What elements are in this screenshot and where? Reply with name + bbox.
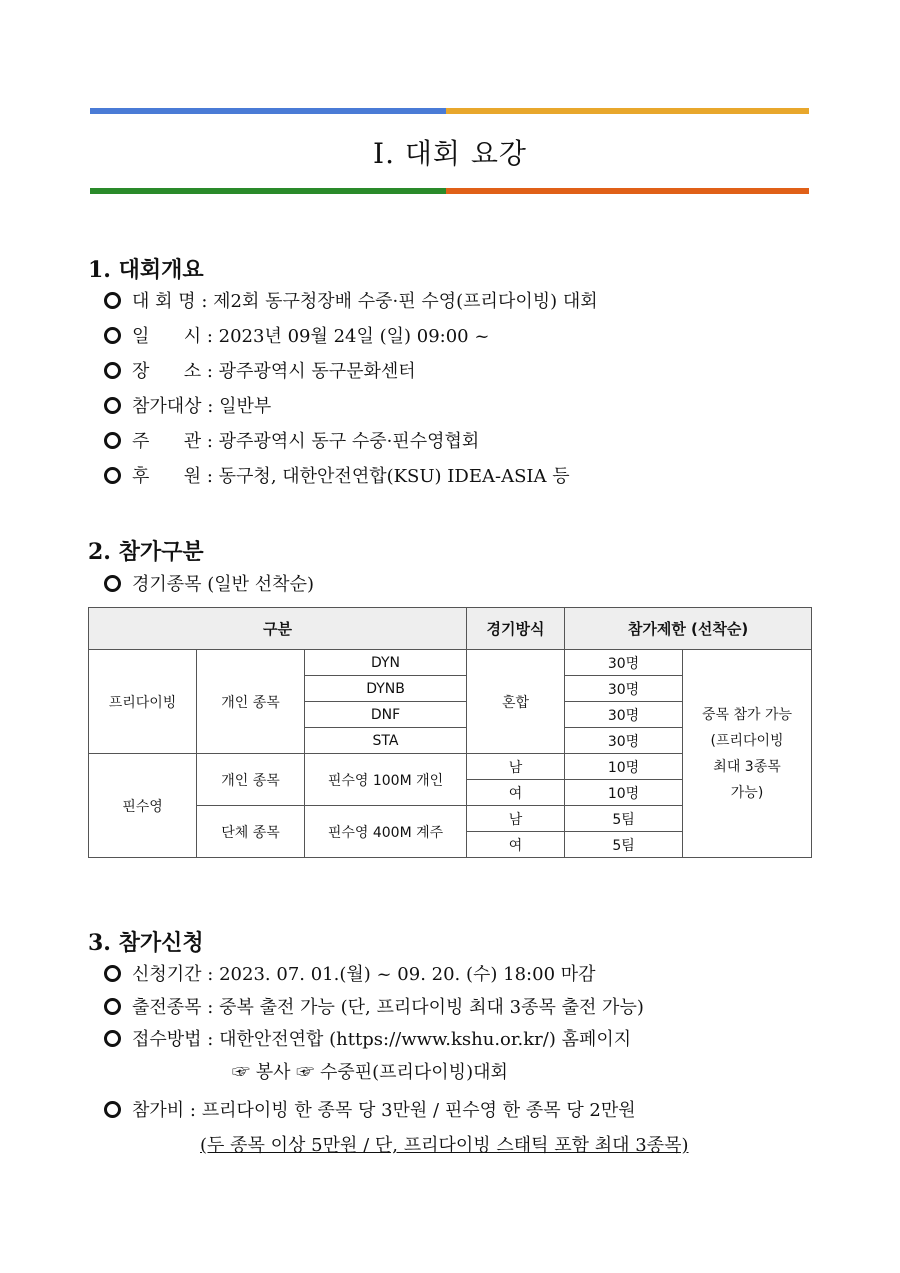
top-bar-gold (446, 108, 809, 114)
overview-item-date: 일 시 : 2023년 09월 24일 (일) 09:00 ~ (104, 322, 489, 348)
header-method: 경기방식 (467, 608, 565, 650)
fee-note: (두 종목 이상 5만원 / 단, 프리다이빙 스태틱 포함 최대 3종목) (200, 1135, 689, 1156)
section-2-heading: 2. 참가구분 (88, 539, 204, 565)
circle-bullet-icon (104, 432, 121, 449)
overview-item-sponsor: 후 원 : 동구청, 대한안전연합(KSU) IDEA-ASIA 등 (104, 462, 570, 488)
group-fin: 핀수영 (89, 754, 197, 858)
limit-cell: 5팀 (565, 832, 683, 858)
gender-cell: 남 (467, 806, 565, 832)
limit-cell: 30명 (565, 702, 683, 728)
type-individual: 개인 종목 (197, 650, 305, 754)
event-table (88, 607, 812, 858)
section-2-sub: 경기종목 (일반 선착순) (104, 570, 314, 596)
circle-bullet-icon (104, 467, 121, 484)
method-mixed: 혼합 (467, 650, 565, 754)
event-cell: DYNB (305, 676, 467, 702)
limit-cell: 30명 (565, 676, 683, 702)
circle-bullet-icon (104, 292, 121, 309)
table-header-row (89, 608, 812, 650)
section-3-heading: 3. 참가신청 (88, 930, 204, 956)
limit-cell: 30명 (565, 650, 683, 676)
circle-bullet-icon (104, 1030, 121, 1047)
circle-bullet-icon (104, 397, 121, 414)
table-row (89, 650, 812, 676)
limit-cell: 10명 (565, 754, 683, 780)
apply-item-fee: 참가비 : 프리다이빙 한 종목 당 3만원 / 핀수영 한 종목 당 2만원 (104, 1096, 636, 1122)
limit-cell: 10명 (565, 780, 683, 806)
limit-cell: 30명 (565, 728, 683, 754)
overview-item-target: 참가대상 : 일반부 (104, 392, 271, 418)
bottom-bar-orange (446, 188, 809, 194)
apply-path: ☞ 봉사 ☞ 수중핀(프리다이빙)대회 (232, 1062, 508, 1083)
apply-item-events: 출전종목 : 중복 출전 가능 (단, 프리다이빙 최대 3종목 출전 가능) (104, 993, 644, 1019)
circle-bullet-icon (104, 1101, 121, 1118)
circle-bullet-icon (104, 998, 121, 1015)
event-cell: DYN (305, 650, 467, 676)
duplicate-note: 중목 참가 가능 (프리다이빙 최대 3종목 가능) (683, 650, 812, 858)
gender-cell: 남 (467, 754, 565, 780)
gender-cell: 여 (467, 832, 565, 858)
group-freediving: 프리다이빙 (89, 650, 197, 754)
top-bar-blue (90, 108, 446, 114)
overview-item-place: 장 소 : 광주광역시 동구문화센터 (104, 357, 416, 383)
apply-item-method: 접수방법 : 대한안전연합 (https://www.kshu.or.kr/) 홈페이지 (104, 1025, 631, 1051)
type-individual: 개인 종목 (197, 754, 305, 806)
header-category: 구분 (89, 608, 467, 650)
event-cell: 핀수영 100M 개인 (305, 754, 467, 806)
gender-cell: 여 (467, 780, 565, 806)
overview-item-host: 주 관 : 광주광역시 동구 수중·핀수영협회 (104, 427, 479, 453)
page-title: Ⅰ. 대회 요강 (373, 137, 527, 170)
limit-cell: 5팀 (565, 806, 683, 832)
circle-bullet-icon (104, 965, 121, 982)
bottom-bar-green (90, 188, 446, 194)
header-limit: 참가제한 (선착순) (565, 608, 812, 650)
apply-item-period: 신청기간 : 2023. 07. 01.(월) ~ 09. 20. (수) 18:00 마감 (104, 960, 596, 986)
event-cell: 핀수영 400M 계주 (305, 806, 467, 858)
circle-bullet-icon (104, 362, 121, 379)
section-1-heading: 1. 대회개요 (88, 257, 204, 283)
event-cell: STA (305, 728, 467, 754)
circle-bullet-icon (104, 327, 121, 344)
circle-bullet-icon (104, 575, 121, 592)
event-cell: DNF (305, 702, 467, 728)
overview-item-name: 대 회 명 : 제2회 동구청장배 수중·핀 수영(프리다이빙) 대회 (104, 287, 598, 313)
type-team: 단체 종목 (197, 806, 305, 858)
